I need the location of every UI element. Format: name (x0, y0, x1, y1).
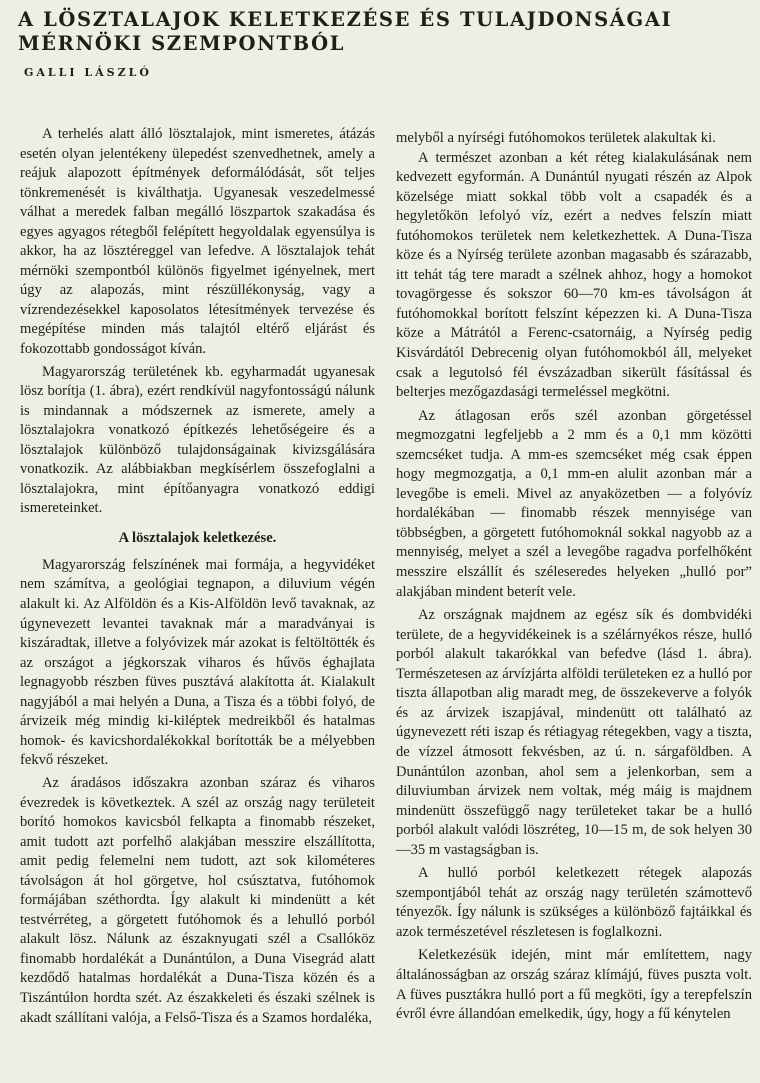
paragraph: A természet azonban a két réteg kialakulásának nem kedvezett egyformán. A Dunántúl nyugati részén az Alpok közelsége miatt sokkal több volt a csapadék és a hegyletőkön lefolyó víz, ezért a nedves felszín miatt futóhomokos területek nem keletkezhettek. A Duna-Tisza köze és a Nyírség területe azonban magasabb és szárazabb, itt tehát tág tere maradt a szélnek ahhoz, hogy a homokot tovagörgesse és sokszor 60—70 km-es távolságon át futóhomokkal borított felszínt képezzen ki. A Duna-Tisza köze a Mátrától a Ferenc-csatornáig, a Nyírség pedig Kisvárdától Debrecenig olyan futóhomokból áll, melyeket csak a legutolsó fél évszázadban sikerült fásítással és belterjes mezőgazdasági termeléssel megkötni. (396, 149, 752, 401)
paragraph: Az átlagosan erős szél azonban görgetéssel megmozgatni legfeljebb a 2 mm és a 0,1 mm közötti szemcséket tudja. A mm-es szemcséket még csak éppen hogy megmozgatja, a 0,1 mm-en alulit azonban már a levegőbe is emeli. Mivel az anyaközetben — a folyóvíz hordalékában — finomabb részek mennyisége van többségben, a görgetett futóhomoknál sokkal nagyobb az a mennyiség, melyet a szél a levegőbe ragadva porfelhőként messzire elszállít és széleseredes helyeken „hulló por” alakjában mindent beterít vele. (396, 407, 752, 600)
paragraph: A hulló porból keletkezett rétegek alapozás szempontjából tehát az ország nagy területén számottevő tényezők. Így nálunk is szükséges a különböző fajtáikkal és azok természetével részletesen is foglalkozni. (396, 865, 752, 940)
paragraph: Keletkezésük idején, mint már említettem, nagy általánosságban az ország száraz klímájú, füves puszta volt. A füves pusztákra hulló port a fű megköti, így a terepfelszín évről évre állandóan emelkedik, úgy, hogy a fű kénytelen (396, 947, 752, 1023)
title-line-1: A LÖSZTALAJOK KELETKEZÉSE ÉS TULAJDONSÁGAI (18, 8, 673, 31)
author-name: GALLI LÁSZLÓ (24, 66, 152, 79)
left-column (20, 125, 375, 1028)
paragraph: Magyarország felszínének mai formája, a hegyvidéket nem számítva, a geológiai tegnapon, a diluvium végén alakult ki. Az Alföldön és a Kis-Alföldön levő tavaknak, az úgynevezett levantei tavaknak már a maradványai is kiszáradtak, illetve a folyóvizek már azokat is feltöltötték és az országot a jégkorszak viharos és hűvös éghajlata legnagyobb részben füves pusztává alakította át. Kialakult nagyjából a mai helyén a Duna, a Tisza és a többi folyó, de árvizeik még mindig ki-kiléptek medreikből és hatalmas homok- és kavicshordalékokkal borították be a mélyebben fekvő részeket. (20, 556, 375, 769)
section-heading: A lösztalajok keletkezése. (118, 529, 277, 546)
paragraph: Magyarország területének kb. egyharmadát ugyanesak lösz borítja (1. ábra), ezért rendkívül nagyfontosságú nálunk is mindannak a módszernek az ismerete, amely a lösztalajokra vonatkozó építkezés lehetőségeire és a lösztalajok különböző tulajdonságainak kivizsgálására vonatkozik. Az alábbiakban megkísérlem összefoglalni a lösztalajokra, mint építőanyagra vonatkozó eddigi ismereteinket. (20, 363, 375, 517)
paragraph: Az országnak majdnem az egész sík és dombvidéki területe, de a hegyvidékeinek is a szélárnyékos része, hulló porból alakult takarókkal van befedve (lásd 1. ábra). Természetesen az árvízjárta alföldi területeken ez a hulló por tiszta állapotban alig maradt meg, de összekeverve a folyók és az árvizek iszapjával, mindenütt ott található az úgynevezett réti iszap és rétiagyag rétegekben, vagy a tiszta, de vízzel átmosott fekvésben, az ú. n. sárgaföldben. A Dunántúlon azonban, ahol sem a jelenkorban, sem a diluviumban árvizek nem voltak, még máig is majdnem mindenütt összefüggő nagy területeket takar be a hulló porból alakult valódi löszréteg, 10—15 m, de sok helyen 30—35 m vastagságban is. (396, 607, 752, 858)
paragraph: Az áradásos időszakra azonban száraz és viharos évezredek is következtek. A szél az ország nagy területeit borító homokos kavicsból felkapta a finomabb részeket, amit tudott azt porfelhő alakjában messzire elszállította, amit pedig felemelni nem tudott, azt sok kilométeres távolságon át hol görgetve, hol csúsztatva, futóhomok formájában széthordta. Így alakult ki mindenütt a két testvérréteg, a görgetett futóhomok és a lehulló porból alakult lösz. Nálunk az északnyugati szél a Csallóköz finomabb hordalékát a Dunántúlon, a Duna Visegrád alatt kezdődő hatalmas hordalékát a Duna-Tisza közén és a Tiszántúlon hordta szét. Az északkeleti és északi szélnek is akadt szállítani valója, a Felső-Tisza és a Szamos hordaléka, (20, 774, 375, 1026)
paragraph: A terhelés alatt álló lösztalajok, mint ismeretes, átázás esetén olyan jelentékeny ülepedést szenvedhetnek, amely a reájuk alapozott építmények deformálódását, sőt teljes tönkremenését is kiválthatja. Ugyanesak veszedelmessé válhat a meredek falban megálló löszpartok szakadása és egyes agyagos rétegből felépített hegyoldalak egyensúlya is akkor, ha az lösztéreggel van lefedve. A lösztalajok tehát mérnöki szempontból különös figyelmet igényelnek, mert úgy az alapozás, mint részüllékonyság, vagy a vízrendezésekkel kaposolatos létesítmények tervezése és megépítése minden más talajtól eltérő eljárást és fokozottabb gondosságot kíván. (20, 126, 375, 358)
paragraph: melyből a nyírségi futóhomokos területek alakultak ki. (396, 130, 716, 146)
title-line-2: MÉRNÖKI SZEMPONTBÓL (18, 32, 346, 55)
article-title (18, 8, 748, 56)
right-column (396, 129, 752, 1025)
